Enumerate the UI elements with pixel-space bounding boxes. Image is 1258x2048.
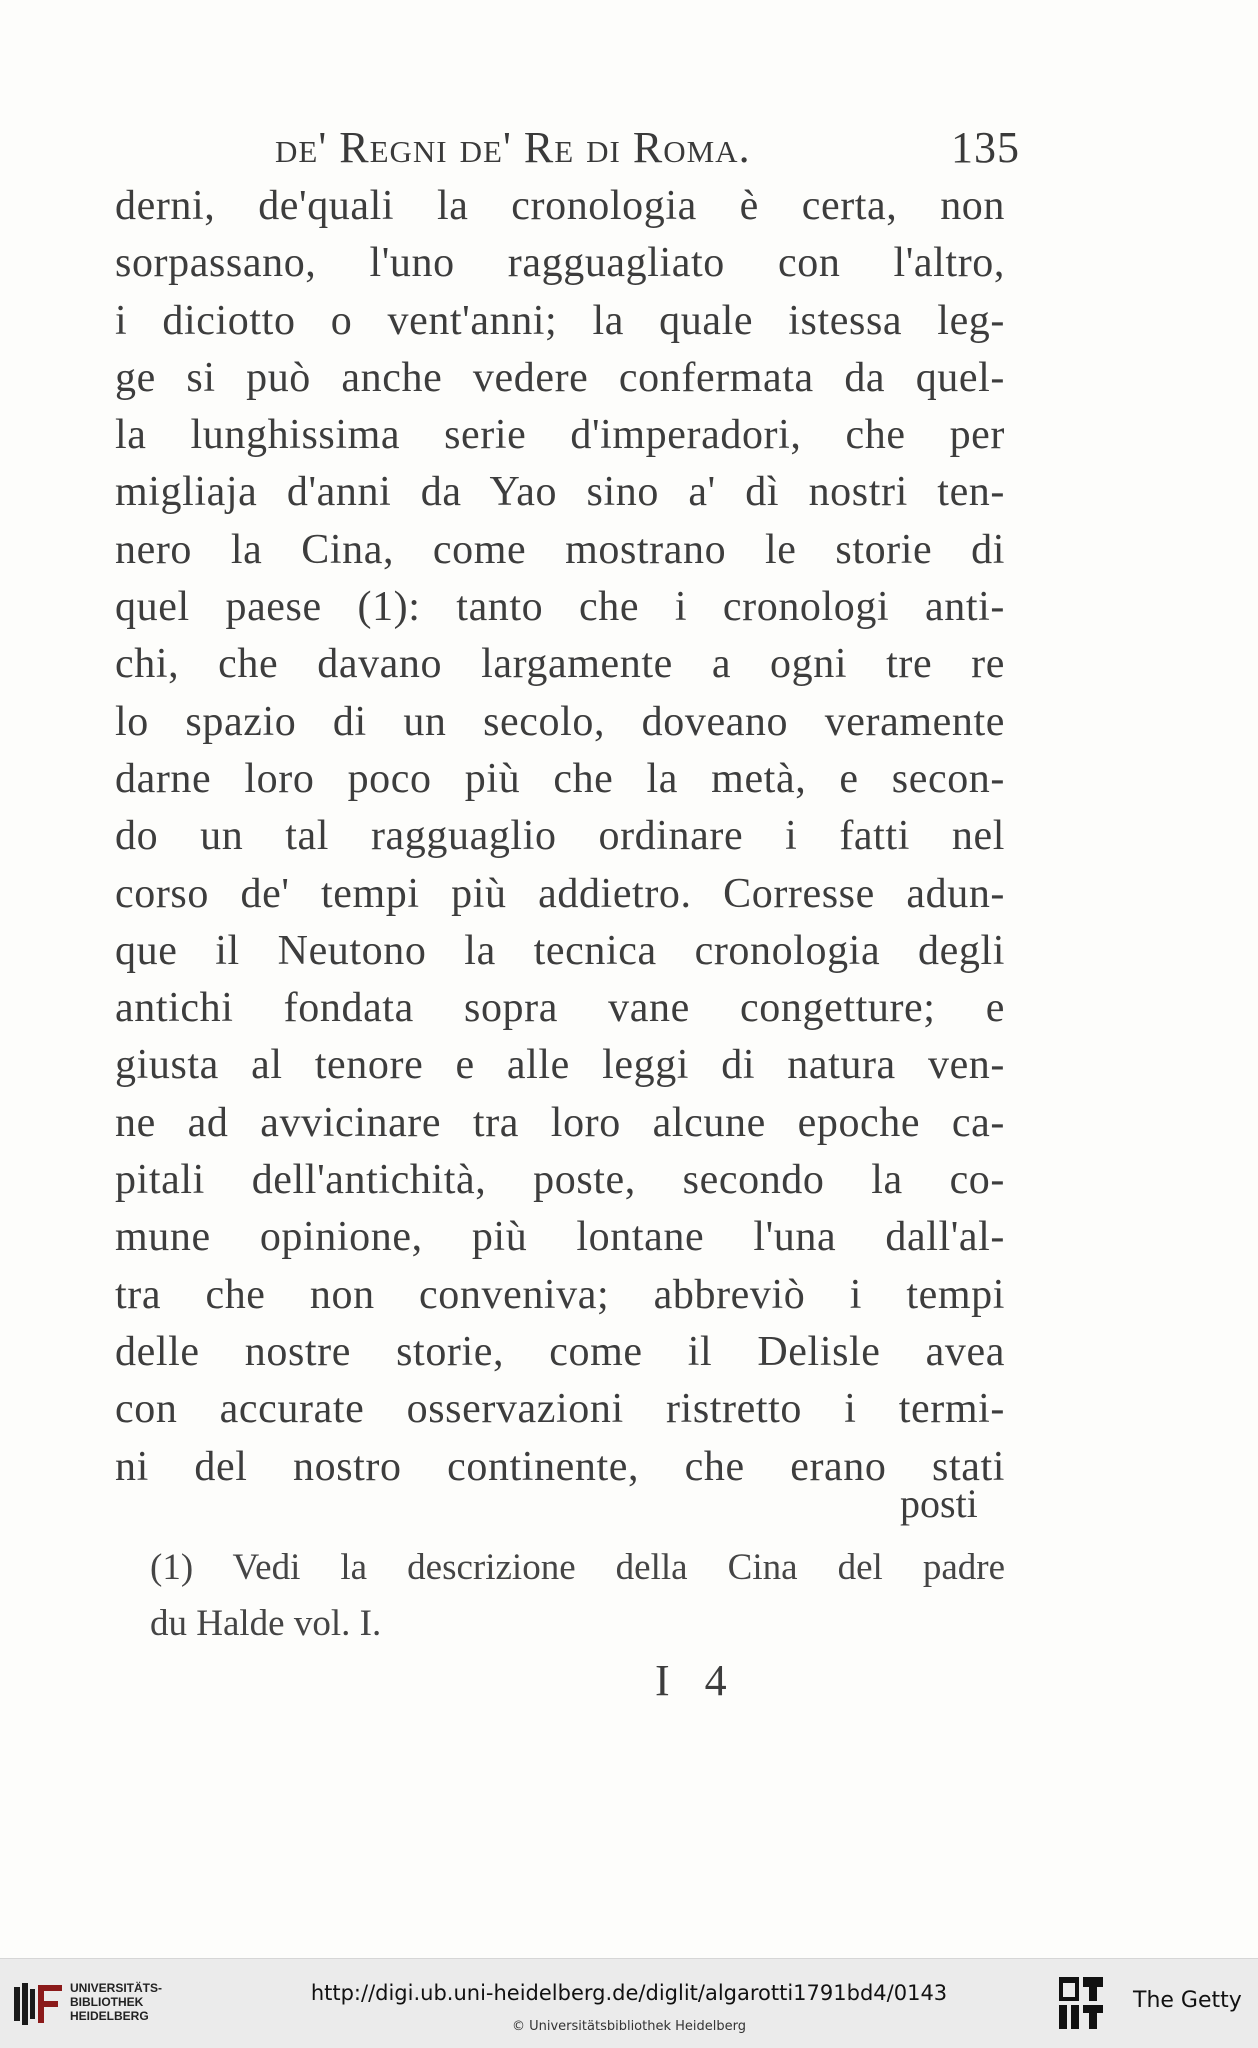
signature-mark: I 4 (655, 1656, 739, 1705)
permalink-url[interactable]: http://digi.ub.uni-heidelberg.de/diglit/algarotti1791bd4/0143 (310, 1981, 948, 2005)
text-line: corso de' tempi più addietro. Corresse adun- (115, 870, 1005, 917)
copyright-notice: © Universitätsbibliothek Heidelberg (511, 2019, 746, 2034)
library-name: UNIVERSITÄTS- BIBLIOTHEK HEIDELBERG (70, 1981, 163, 2023)
text-line: ne ad avvicinare tra loro alcune epoche ca- (115, 1099, 1005, 1146)
footnote-line: du Halde vol. I. (150, 1603, 382, 1644)
text-line: do un tal ragguaglio ordinare i fatti nel (115, 813, 1005, 860)
text-line: la lunghissima serie d'imperadori, che per (115, 412, 1005, 459)
catchword: posti (900, 1481, 978, 1526)
text-line: migliaja d'anni da Yao sino a' dì nostri ten- (115, 469, 1005, 516)
text-line: con accurate osservazioni ristretto i termi- (115, 1386, 1005, 1433)
text-line: sorpassano, l'uno ragguagliato con l'altro, (115, 240, 1005, 287)
page-header (275, 122, 1020, 172)
text-line: delle nostre storie, come il Delisle avea (115, 1328, 1005, 1375)
getty-logo-icon[interactable] (1057, 1975, 1107, 2033)
running-head: de' Regni de' Re di Roma. (275, 123, 751, 172)
footnote (150, 1540, 1005, 1652)
text-line: antichi fondata sopra vane congetture; e (115, 985, 1005, 1032)
text-line: giusta al tenore e alle leggi di natura ven- (115, 1042, 1005, 1089)
text-line: tra che non conveniva; abbreviò i tempi (115, 1271, 1005, 1318)
text-line: i diciotto o vent'anni; la quale istessa leg- (115, 297, 1005, 344)
viewer-footer (0, 1958, 1258, 2048)
text-line: chi, che davano largamente a ogni tre re (115, 641, 1005, 688)
text-line: nero la Cina, come mostrano le storie di (115, 526, 1005, 573)
text-line: darne loro poco più che la metà, e secon- (115, 755, 1005, 802)
text-line: lo spazio di un secolo, doveano veramente (115, 698, 1005, 745)
text-line: que il Neutono la tecnica cronologia degli (115, 927, 1005, 974)
text-line: quel paese (1): tanto che i cronologi anti- (115, 584, 1005, 631)
partner-name: The Getty (1133, 1988, 1242, 2013)
footnote-line: (1) Vedi la descrizione della Cina del padre (150, 1547, 1005, 1588)
text-line: ge si può anche vedere confermata da quel- (115, 354, 1005, 401)
text-line: pitali dell'antichità, poste, secondo la co- (115, 1157, 1005, 1204)
text-line: mune opinione, più lontane l'una dall'al- (115, 1214, 1005, 1261)
body-text (115, 178, 1005, 1496)
text-line: ni del nostro continente, che erano stati (115, 1443, 1005, 1490)
page-number: 135 (951, 123, 1020, 172)
text-line: derni, de'quali la cronologia è certa, non (115, 183, 1005, 229)
